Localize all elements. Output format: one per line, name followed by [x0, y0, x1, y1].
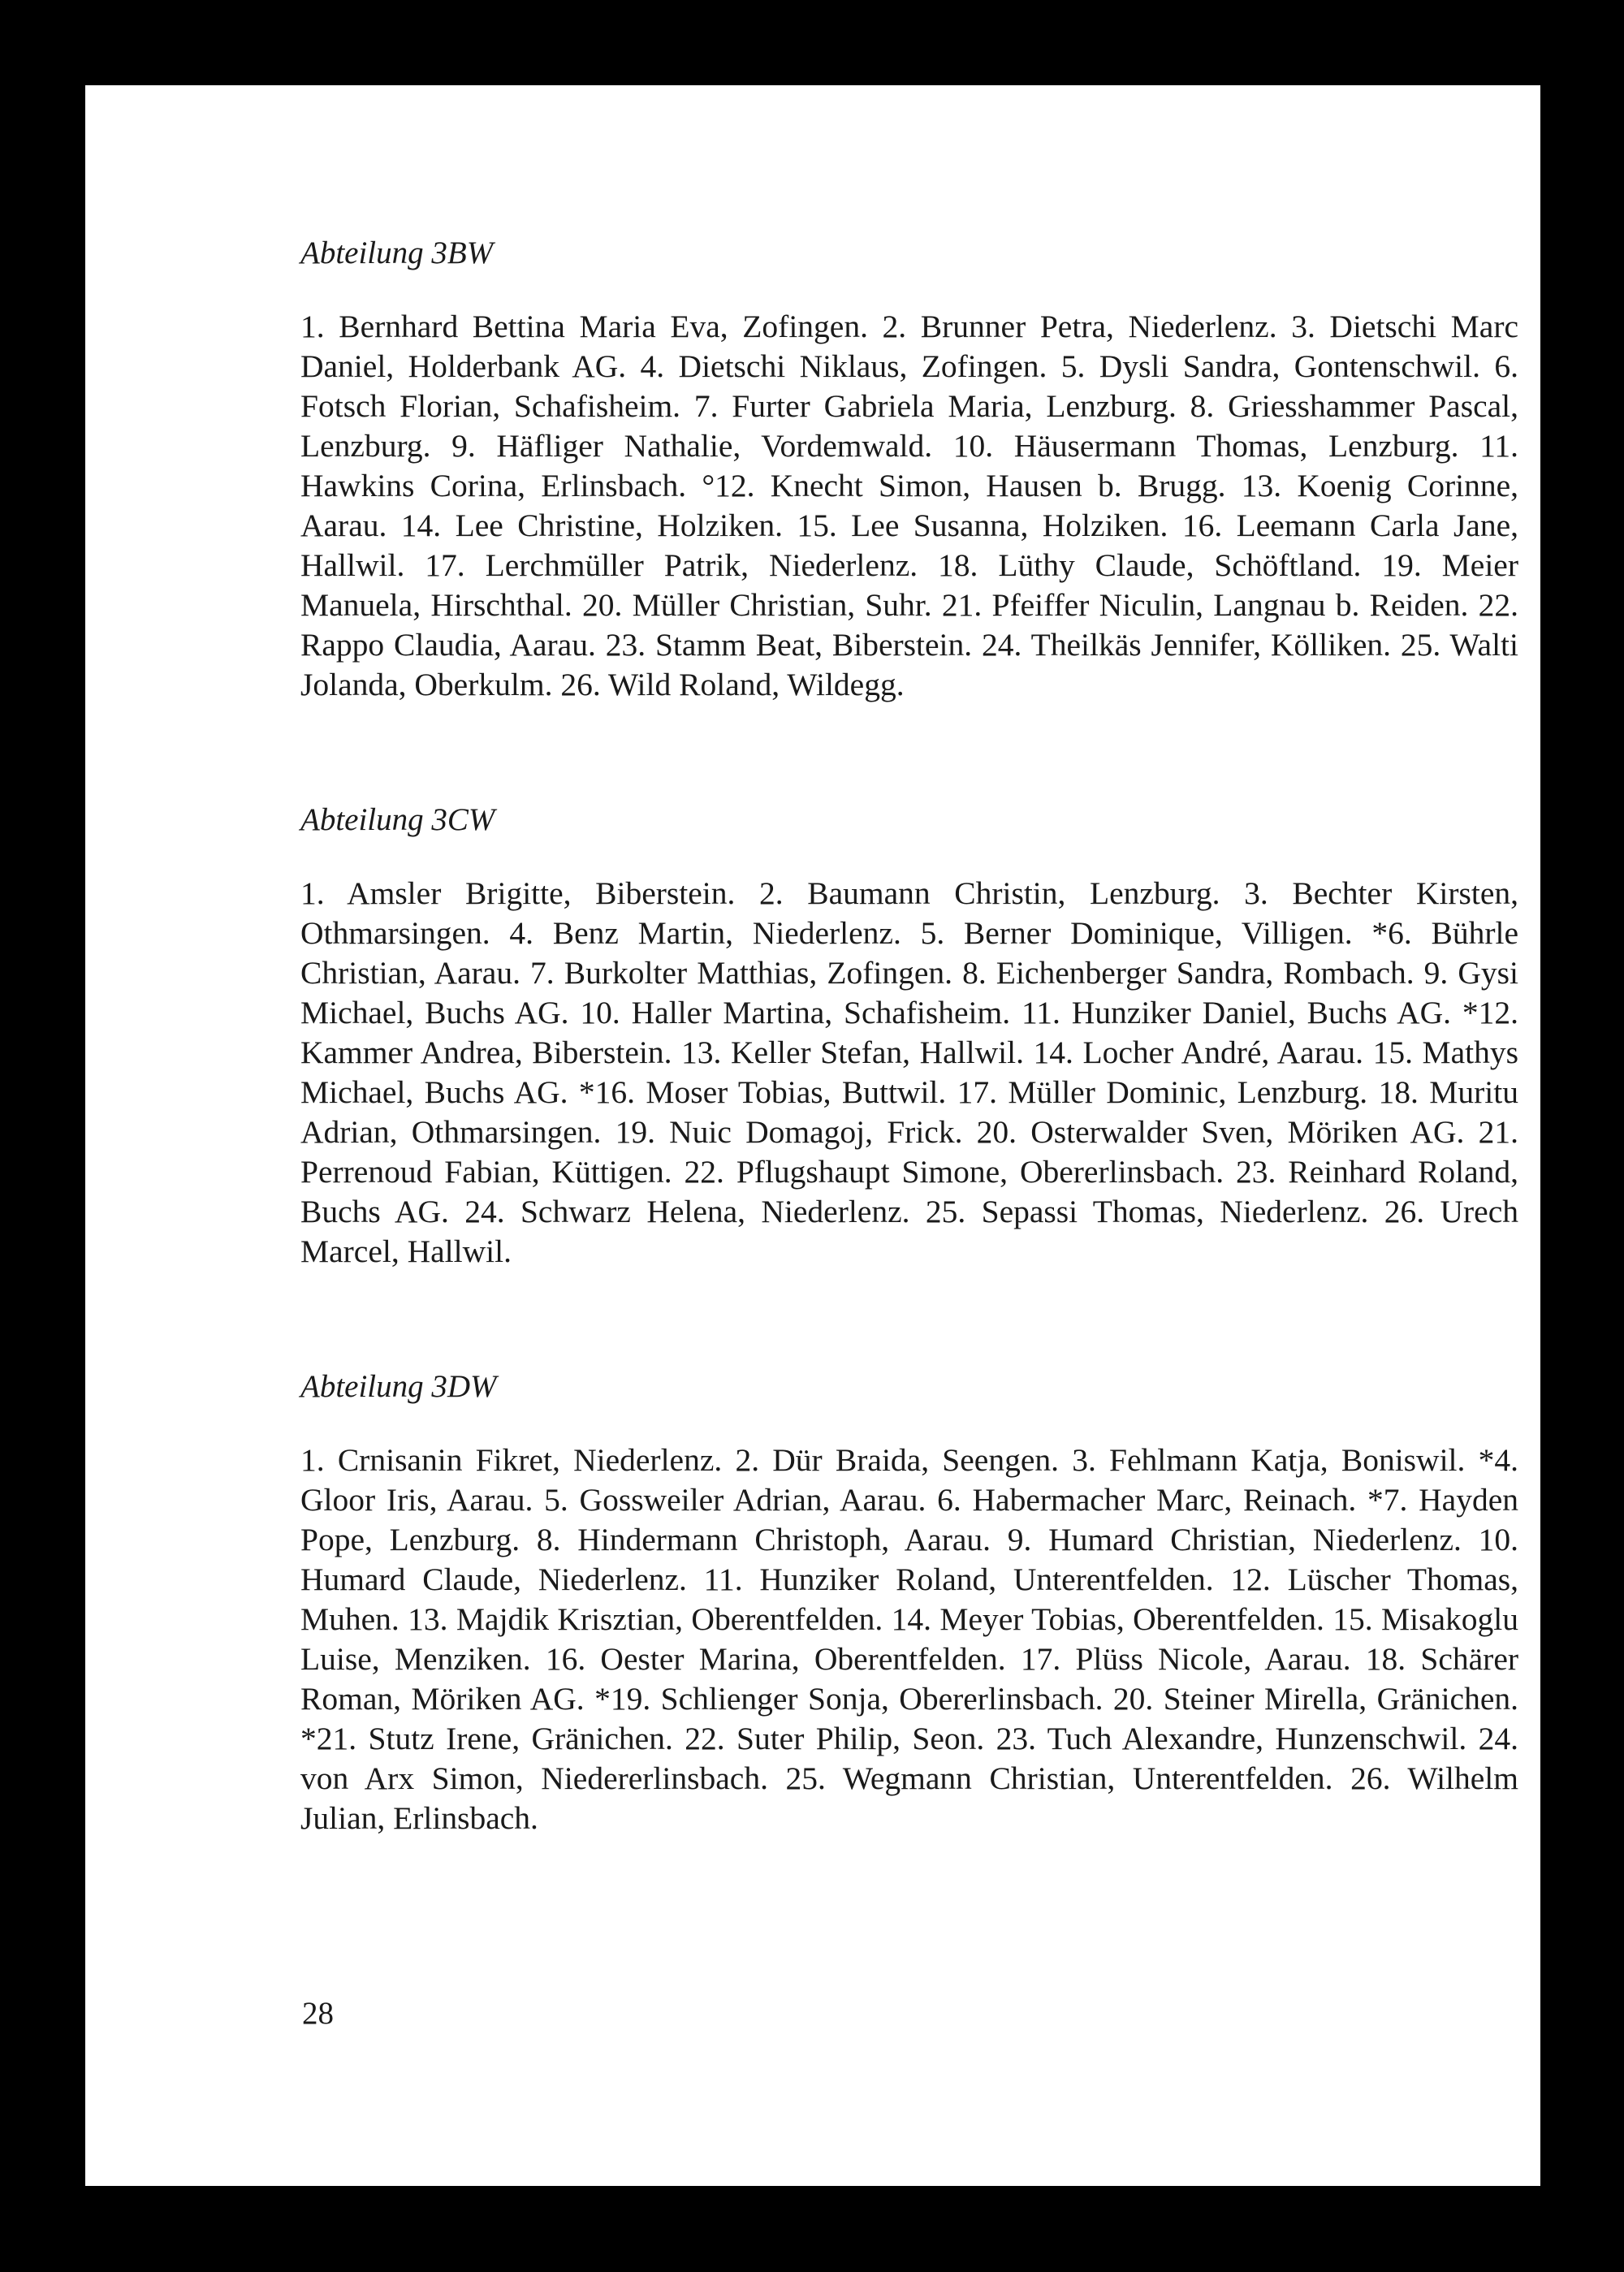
section-3bw: [300, 235, 1518, 705]
section-heading: Abteilung 3CW: [300, 802, 495, 837]
section-3dw: [300, 1368, 1518, 1838]
document-page: [85, 85, 1540, 2186]
section-body-text: 1. Amsler Brigitte, Biberstein. 2. Baumann Christin, Lenzburg. 3. Bechter Kirsten, Othmarsingen. 4. Benz Martin, Niederlenz. 5. Berner Dominique, Villigen. *6. Bührle Christian, Aarau. 7. Burkolter Matthias, Zofingen. 8. Eichenberger Sandra, Rombach. 9. Gysi Michael, Buchs AG. 10. Haller Martina, Schafisheim. 11. Hunziker Daniel, Buchs AG. *12. Kammer Andrea, Biberstein. 13. Keller Stefan, Hallwil. 14. Locher André, Aarau. 15. Mathys Michael, Buchs AG. *16. Moser Tobias, Buttwil. 17. Müller Dominic, Lenzburg. 18. Muritu Adrian, Othmarsingen. 19. Nuic Domagoj, Frick. 20. Osterwalder Sven, Möriken AG. 21. Perrenoud Fabian, Küttigen. 22. Pflugshaupt Simone, Obererlinsbach. 23. Reinhard Roland, Buchs AG. 24. Schwarz Helena, Niederlenz. 25. Sepassi Thomas, Niederlenz. 26. Urech Marcel, Hallwil.: [300, 875, 1518, 1269]
section-3cw: [300, 801, 1518, 1272]
section-heading: Abteilung 3BW: [300, 235, 494, 270]
section-heading: Abteilung 3DW: [300, 1369, 497, 1404]
section-body-text: 1. Bernhard Bettina Maria Eva, Zofingen. 2. Brunner Petra, Niederlenz. 3. Dietschi Marc Daniel, Holderbank AG. 4. Dietschi Niklaus, Zofingen. 5. Dysli Sandra, Gontenschwil. 6. Fotsch Florian, Schafisheim. 7. Furter Gabriela Maria, Lenzburg. 8. Griesshammer Pascal, Lenzburg. 9. Häfliger Nathalie, Vordemwald. 10. Häusermann Thomas, Lenzburg. 11. Hawkins Corina, Erlinsbach. °12. Knecht Simon, Hausen b. Brugg. 13. Koenig Corinne, Aarau. 14. Lee Christine, Holziken. 15. Lee Susanna, Holziken. 16. Leemann Carla Jane, Hallwil. 17. Lerchmüller Patrik, Niederlenz. 18. Lüthy Claude, Schöftland. 19. Meier Manuela, Hirschthal. 20. Müller Christian, Suhr. 21. Pfeiffer Niculin, Langnau b. Reiden. 22. Rappo Claudia, Aarau. 23. Stamm Beat, Biberstein. 24. Theilkäs Jennifer, Kölliken. 25. Walti Jolanda, Oberkulm. 26. Wild Roland, Wildegg.: [300, 309, 1518, 702]
section-body-text: 1. Crnisanin Fikret, Niederlenz. 2. Dür Braida, Seengen. 3. Fehlmann Katja, Boniswil. *4. Gloor Iris, Aarau. 5. Gossweiler Adrian, Aarau. 6. Habermacher Marc, Reinach. *7. Hayden Pope, Lenzburg. 8. Hindermann Christoph, Aarau. 9. Humard Christian, Niederlenz. 10. Humard Claude, Niederlenz. 11. Hunziker Roland, Unterentfelden. 12. Lüscher Thomas, Muhen. 13. Majdik Krisztian, Oberentfelden. 14. Meyer Tobias, Oberentfelden. 15. Misakoglu Luise, Menziken. 16. Oester Marina, Oberentfelden. 17. Plüss Nicole, Aarau. 18. Schärer Roman, Möriken AG. *19. Schlienger Sonja, Obererlinsbach. 20. Steiner Mirella, Gränichen. *21. Stutz Irene, Gränichen. 22. Suter Philip, Seon. 23. Tuch Alexandre, Hunzenschwil. 24. von Arx Simon, Niedererlinsbach. 25. Wegmann Christian, Unterentfelden. 26. Wilhelm Julian, Erlinsbach.: [300, 1442, 1518, 1836]
page-number: 28: [302, 1996, 334, 2031]
